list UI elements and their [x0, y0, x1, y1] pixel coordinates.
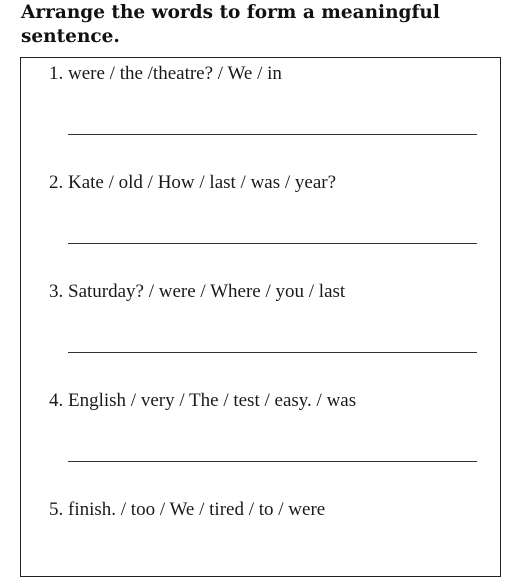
exercise-item-2: 2. Kate / old / How / last / was / year? [49, 172, 337, 193]
exercise-box [20, 57, 501, 577]
answer-line-1[interactable] [68, 134, 477, 135]
exercise-item-3: 3. Saturday? / were / Where / you / last [49, 281, 346, 302]
answer-line-3[interactable] [68, 352, 477, 353]
exercise-item-4: 4. English / very / The / test / easy. / was [49, 390, 357, 411]
exercise-item-1: 1. were / the /theatre? / We / in [49, 63, 282, 84]
worksheet-instruction: Arrange the words to form a meaningful sentence. [21, 2, 440, 47]
answer-line-2[interactable] [68, 243, 477, 244]
exercise-item-5: 5. finish. / too / We / tired / to / were [49, 499, 326, 520]
answer-line-4[interactable] [68, 461, 477, 462]
